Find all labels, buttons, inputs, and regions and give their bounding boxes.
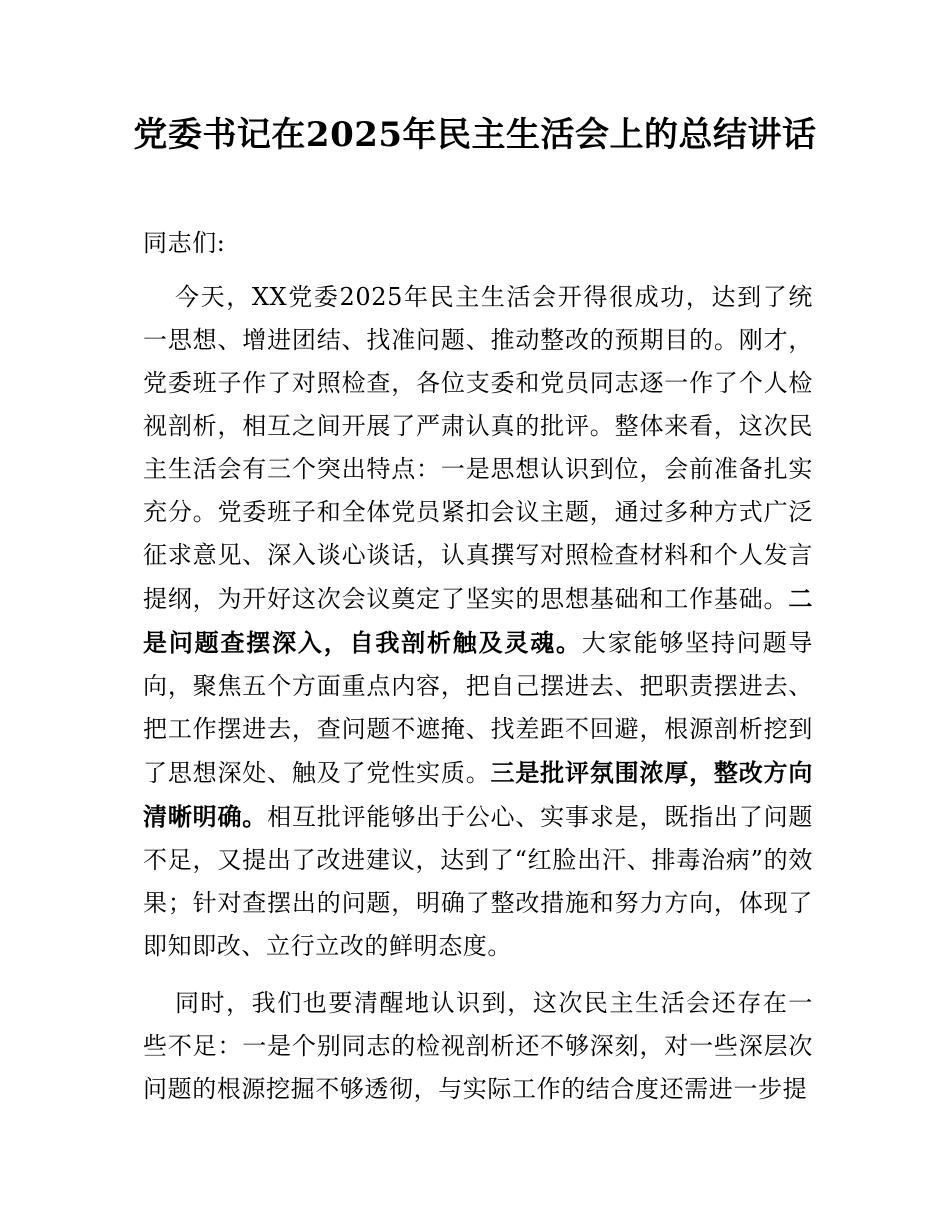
paragraph-1: [143, 276, 813, 968]
paragraph-2: [143, 982, 813, 1111]
paragraph-1-bold-point-2: 二是问题查摆深入，自我剖析触及灵魂。: [143, 584, 813, 657]
paragraph-1-segment-3: 大家能够坚持问题导向，聚焦五个方面重点内容，把自己摆进去、把职责摆进去、把工作摆进去，查问题不遮掩、找差距不回避，根源剖析挖到了思想深处、触及了党性实质。: [143, 629, 813, 787]
greeting: 同志们:: [143, 229, 226, 257]
paragraph-2-text: 同时，我们也要清醒地认识到，这次民主生活会还存在一些不足：一是个别同志的检视剖析还不够深刻，对一些深层次问题的根源挖掘不够透彻，与实际工作的结合度还需进一步提: [143, 989, 813, 1103]
paragraph-1-segment-5: 相互批评能够出于公心、实事求是，既指出了问题不足，又提出了改进建议，达到了“红脸出汗、排毒治病”的效果；针对查摆出的问题，明确了整改措施和努力方向，体现了即知即改、立行立改的鲜明态度。: [143, 803, 814, 960]
paragraph-1-bold-point-3: 三是批评氛围浓厚，整改方向清晰明确。: [143, 758, 813, 831]
document-title: 党委书记在2025年民主生活会上的总结讲话: [133, 115, 817, 155]
paragraph-1-segment-1: 今天，XX党委2025年民主生活会开得很成功，达到了统一思想、增进团结、找准问题、推动整改的预期目的。刚才，党委班子作了对照检查，各位支委和党员同志逐一作了个人检视剖析，相互之间开展了严肃认真的批评。整体来看，这次民主生活会有三个突出特点：一是思想认识到位，会前准备扎实充分。党委班子和全体党员紧扣会议主题，通过多种方式广泛征求意见、深入谈心谈话，认真撰写对照检查材料和个人发言提纲，为开好这次会议奠定了坚实的思想基础和工作基础。: [143, 283, 813, 613]
